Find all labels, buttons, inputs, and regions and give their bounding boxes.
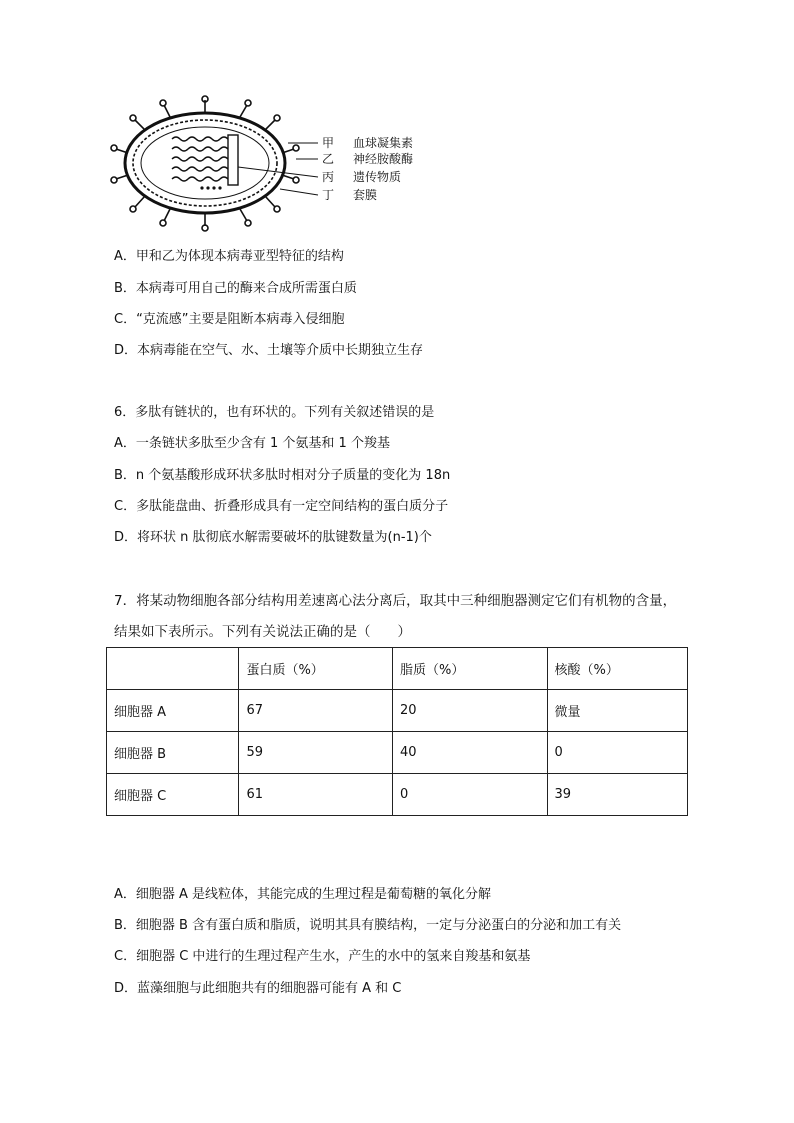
envelope-outer bbox=[125, 113, 285, 213]
surface-spikes bbox=[111, 96, 299, 231]
table-cell: 0 bbox=[547, 732, 688, 774]
table-cell: 67 bbox=[239, 690, 393, 732]
organelle-table bbox=[106, 647, 688, 816]
table-cell: 微量 bbox=[547, 690, 688, 732]
table-row bbox=[107, 732, 688, 774]
label-yi: 乙 bbox=[322, 152, 335, 166]
q6-stem: 6．多肽有链状的，也有环状的。下列有关叙述错误的是 bbox=[114, 405, 435, 420]
table-cell: 细胞器 B bbox=[107, 732, 239, 774]
label-bing-name: 遗传物质 bbox=[353, 170, 402, 184]
table-header-cell bbox=[107, 648, 239, 690]
table-header-cell: 脂质（%） bbox=[392, 648, 547, 690]
q7-stem-line2: 结果如下表所示。下列有关说法正确的是（ ） bbox=[114, 624, 411, 640]
q6-option-b: B．n 个氨基酸形成环状多肽时相对分子质量的变化为 18n bbox=[114, 468, 451, 483]
table-cell: 细胞器 A bbox=[107, 690, 239, 732]
genetic-material-dots bbox=[200, 186, 221, 189]
table-header-cell: 核酸（%） bbox=[547, 648, 688, 690]
label-yi-name: 神经胺酸酶 bbox=[353, 152, 414, 166]
label-jia-name: 血球凝集素 bbox=[353, 136, 414, 150]
label-ding: 丁 bbox=[322, 188, 335, 202]
q7-option-b: B．细胞器 B 含有蛋白质和脂质，说明其具有膜结构，一定与分泌蛋白的分泌和加工有关 bbox=[114, 918, 622, 933]
table-cell: 20 bbox=[392, 690, 547, 732]
label-jia: 甲 bbox=[322, 136, 335, 150]
table-row bbox=[107, 774, 688, 816]
label-leader-lines bbox=[238, 143, 318, 195]
label-bing: 丙 bbox=[322, 170, 335, 184]
q5-option-a: A．甲和乙为体现本病毒亚型特征的结构 bbox=[114, 249, 344, 264]
table-header-cell: 蛋白质（%） bbox=[239, 648, 393, 690]
virus-diagram bbox=[110, 95, 440, 235]
label-ding-name: 套膜 bbox=[353, 188, 378, 202]
q5-option-c: C．“克流感”主要是阻断本病毒入侵细胞 bbox=[114, 312, 345, 327]
table-row bbox=[107, 690, 688, 732]
genetic-material-strands bbox=[172, 135, 238, 185]
table-header-row bbox=[107, 648, 688, 690]
table-cell: 61 bbox=[239, 774, 393, 816]
table-cell: 细胞器 C bbox=[107, 774, 239, 816]
envelope-inner bbox=[133, 120, 277, 206]
table-cell: 0 bbox=[392, 774, 547, 816]
q7-option-c: C．细胞器 C 中进行的生理过程产生水，产生的水中的氢来自羧基和氨基 bbox=[114, 949, 531, 964]
q7-option-d: D．蓝藻细胞与此细胞共有的细胞器可能有 A 和 C bbox=[114, 981, 402, 996]
q5-option-b: B．本病毒可用自己的酶来合成所需蛋白质 bbox=[114, 281, 357, 296]
table-cell: 39 bbox=[547, 774, 688, 816]
table-cell: 40 bbox=[392, 732, 547, 774]
q5-option-d: D．本病毒能在空气、水、土壤等介质中长期独立生存 bbox=[114, 343, 424, 358]
q6-option-a: A．一条链状多肽至少含有 1 个氨基和 1 个羧基 bbox=[114, 436, 390, 451]
q6-option-d: D．将环状 n 肽彻底水解需要破坏的肽键数量为(n-1)个 bbox=[114, 530, 432, 545]
table-cell: 59 bbox=[239, 732, 393, 774]
q7-option-a: A．细胞器 A 是线粒体，其能完成的生理过程是葡萄糖的氧化分解 bbox=[114, 887, 492, 902]
q7-stem-line1: 7．将某动物细胞各部分结构用差速离心法分离后，取其中三种细胞器测定它们有机物的含量， bbox=[114, 593, 677, 609]
q6-option-c: C．多肽能盘曲、折叠形成具有一定空间结构的蛋白质分子 bbox=[114, 499, 449, 514]
